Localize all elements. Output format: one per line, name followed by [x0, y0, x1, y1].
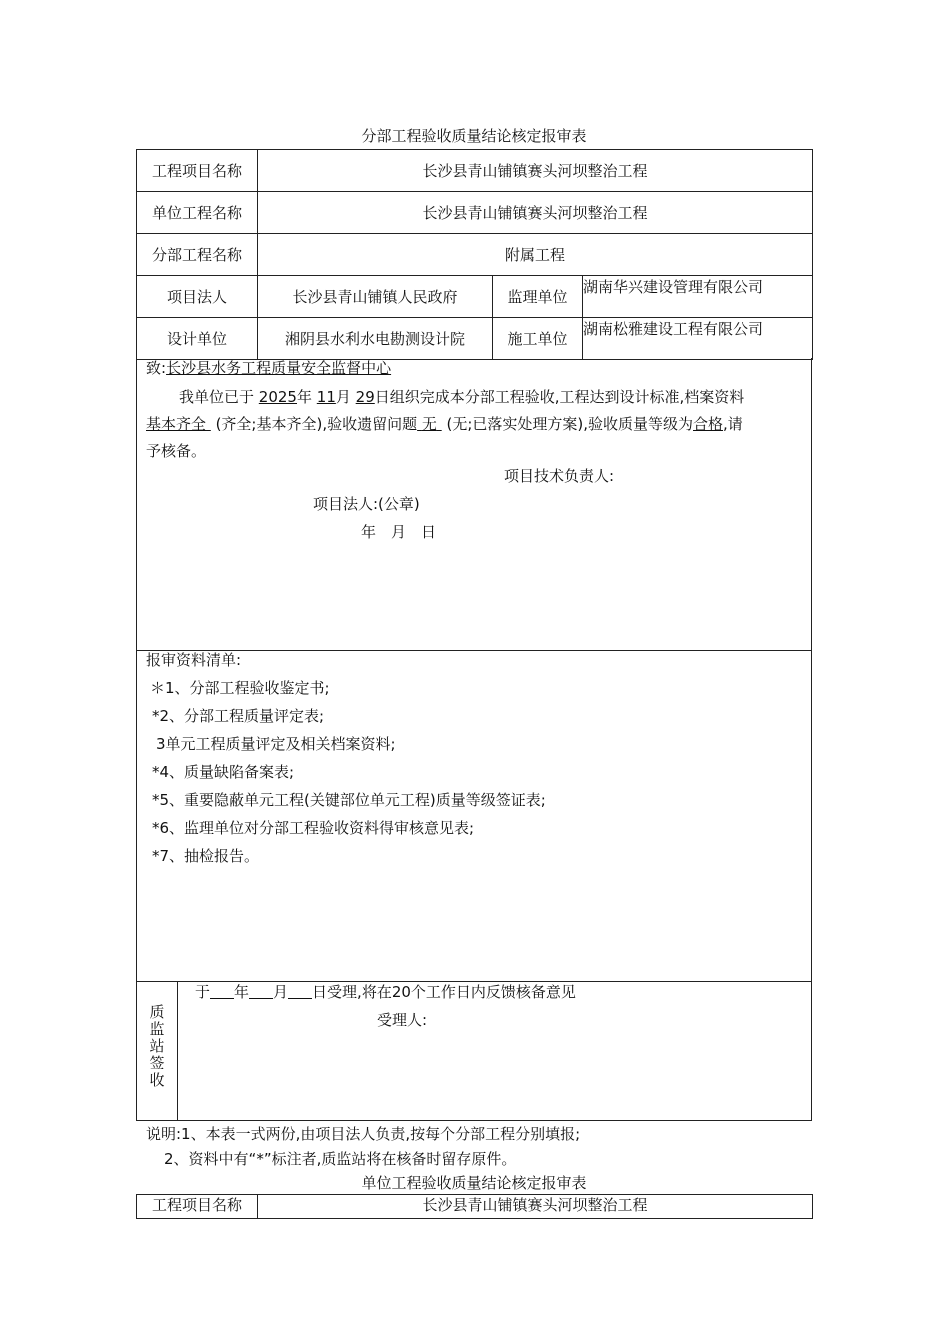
form2-title: 单位工程验收质量结论核定报审表: [361, 1174, 587, 1192]
construction-value: 湖南松雅建设工程有限公司: [583, 318, 813, 360]
list-item: *5、重要隐蔽单元工程(关键部位单元工程)质量等级签证表;: [152, 791, 546, 809]
design-value: 湘阴县水利水电勘测设计院: [258, 318, 493, 360]
list-item: ＊1、分部工程验收鉴定书;: [150, 679, 330, 697]
acceptance-day: 29: [355, 388, 375, 406]
form2-project-name-label: 工程项目名称: [137, 1195, 258, 1219]
blank-month[interactable]: [249, 984, 273, 999]
table-row: [137, 150, 813, 192]
note-1: 说明:1、本表一式两份,由项目法人负责,按每个分部工程分别填报;: [146, 1125, 581, 1143]
supervision-value: 湖南华兴建设管理有限公司: [583, 276, 813, 318]
quality-grade: 合格: [693, 415, 724, 433]
addressee-name: 长沙县水务工程质量安全监督中心: [166, 359, 392, 377]
list-item: *7、抽检报告。: [152, 847, 260, 865]
list-item: *4、质量缺陷备案表;: [152, 763, 295, 781]
station-divider: [177, 981, 178, 1120]
project-info-table: [136, 149, 813, 360]
acceptance-year: 2025: [258, 388, 297, 406]
checklist-heading: 报审资料清单:: [146, 651, 242, 669]
station-side-label: 质监站签收: [147, 1004, 166, 1089]
form2-table: [136, 1194, 813, 1219]
legal-person-value: 长沙县青山铺镇人民政府: [258, 276, 493, 318]
note-2: 2、资料中有“*”标注者,质监站将在核备时留存原件。: [164, 1150, 517, 1168]
unit-project-label: 单位工程名称: [137, 192, 258, 234]
design-label: 设计单位: [137, 318, 258, 360]
issue-status: 无: [421, 415, 437, 433]
list-item: *2、分部工程质量评定表;: [152, 707, 325, 725]
sub-project-value: 附属工程: [258, 234, 813, 276]
sub-project-label: 分部工程名称: [137, 234, 258, 276]
construction-label: 施工单位: [493, 318, 583, 360]
letter-date: 年 月 日: [361, 523, 437, 541]
supervision-label: 监理单位: [493, 276, 583, 318]
table-row: [137, 318, 813, 360]
list-item: 3单元工程质量评定及相关档案资料;: [156, 735, 396, 753]
letter-line-3: 予核备。: [146, 442, 207, 460]
project-name-value: 长沙县青山铺镇赛头河坝整治工程: [258, 150, 813, 192]
table-row: [137, 1195, 813, 1219]
letter-line-1: 我单位已于 2025年 11月 29日组织完成本分部工程验收,工程达到设计标准,档案资料: [179, 388, 745, 406]
blank-year[interactable]: [210, 984, 234, 999]
legal-person-seal: 项目法人:(公章): [313, 495, 420, 513]
table-row: [137, 276, 813, 318]
station-accept-line: 于 年 月 日受理,将在20个工作日内反馈核备意见: [195, 983, 576, 1001]
blank-day[interactable]: [288, 984, 312, 999]
acceptance-month: 11: [316, 388, 336, 406]
list-item: *6、监理单位对分部工程验收资料得审核意见表;: [152, 819, 475, 837]
unit-project-value: 长沙县青山铺镇赛头河坝整治工程: [258, 192, 813, 234]
letter-addressee: 致:长沙县水务工程质量安全监督中心: [146, 359, 392, 377]
letter-line-2: 基本齐全 (齐全;基本齐全),验收遗留问题 无 (无;已落实处理方案),验收质量等级为合格,请: [146, 415, 743, 433]
form-title: 分部工程验收质量结论核定报审表: [361, 127, 587, 145]
legal-person-label: 项目法人: [137, 276, 258, 318]
tech-lead-signature: 项目技术负责人:: [504, 467, 615, 485]
table-row: [137, 192, 813, 234]
form2-project-name-value: 长沙县青山铺镇赛头河坝整治工程: [258, 1195, 813, 1219]
station-receiver: 受理人:: [377, 1011, 428, 1029]
project-name-label: 工程项目名称: [137, 150, 258, 192]
table-row: [137, 234, 813, 276]
archive-status: 基本齐全: [146, 415, 207, 433]
